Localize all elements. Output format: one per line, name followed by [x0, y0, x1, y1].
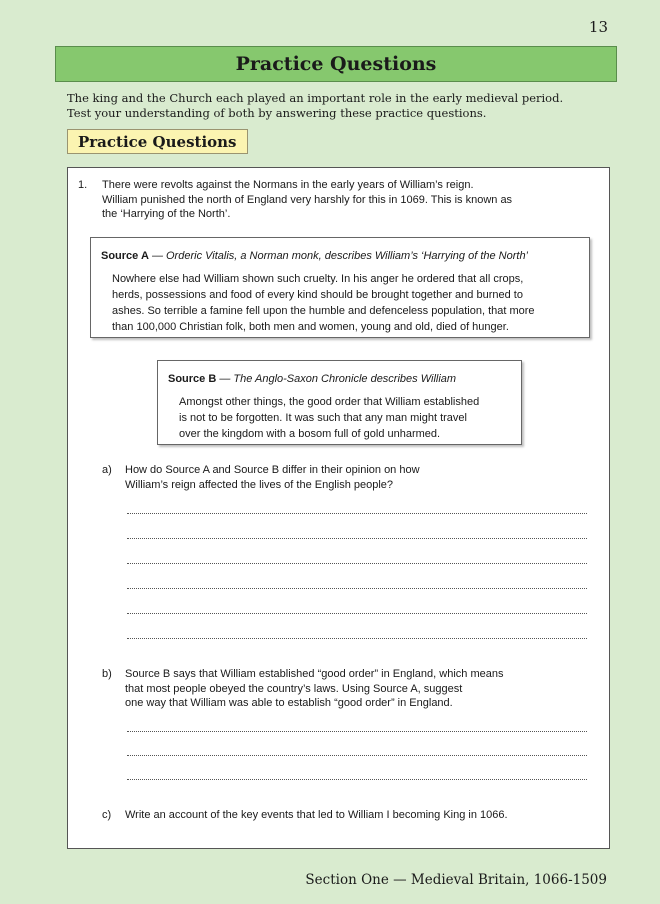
footer-section-title: Section One — Medieval Britain, 1066-1509 — [305, 872, 607, 888]
intro-line: Test your understanding of both by answering these practice questions. — [67, 106, 487, 120]
part-b-question — [125, 667, 575, 711]
section-tab: Practice Questions — [67, 129, 248, 154]
source-b-text — [179, 394, 509, 442]
part-c-question: Write an account of the key events that led to William I becoming King in 1066. — [125, 809, 508, 821]
source-a-line: than 100,000 Christian folk, both men and women, young and old, died of hunger. — [112, 321, 509, 333]
question-line: There were revolts against the Normans in the early years of William’s reign. — [102, 179, 474, 191]
answer-line[interactable] — [127, 612, 587, 614]
source-a-heading — [101, 249, 528, 264]
answer-line[interactable] — [127, 730, 587, 732]
source-a-line: Nowhere else had William shown such cruelty. In his anger he ordered that all crops, — [112, 273, 524, 285]
question-line: the ‘Harrying of the North’. — [102, 208, 231, 220]
source-b-line: is not to be forgotten. It was such that any man might travel — [179, 412, 467, 424]
source-b-heading — [168, 372, 456, 387]
part-a-line: How do Source A and Source B differ in their opinion on how — [125, 464, 420, 476]
source-b-line: Amongst other things, the good order that William established — [179, 396, 480, 408]
source-b-caption: — The Anglo-Saxon Chronicle describes William — [216, 373, 457, 385]
answer-line[interactable] — [127, 512, 587, 514]
source-b-box — [157, 360, 522, 445]
page-number: 13 — [588, 18, 608, 36]
page-title: Practice Questions — [55, 46, 617, 82]
question-line: William punished the north of England very harshly for this in 1069. This is known as — [102, 193, 513, 206]
part-b-line: that most people obeyed the country’s laws. Using Source A, suggest — [125, 682, 463, 695]
source-a-text — [112, 271, 582, 335]
intro-line: The king and the Church each played an important role in the early medieval period. — [67, 91, 564, 105]
question-number: 1. — [78, 179, 88, 191]
part-b-line: Source B says that William established “good order” in England, which means — [125, 668, 504, 680]
source-a-line: ashes. So terrible a famine fell upon the humble and defenceless population, that more — [112, 305, 535, 317]
source-a-label: Source A — [101, 250, 149, 262]
answer-line[interactable] — [127, 537, 587, 539]
source-b-label: Source B — [168, 373, 217, 385]
part-a-line: William’s reign affected the lives of the English people? — [125, 478, 394, 491]
part-a-label: a) — [102, 464, 112, 476]
answer-line[interactable] — [127, 637, 587, 639]
intro-text — [67, 91, 627, 121]
answer-line[interactable] — [127, 754, 587, 756]
source-a-caption: — Orderic Vitalis, a Norman monk, describes William’s ‘Harrying of the North’ — [148, 250, 529, 262]
answer-line[interactable] — [127, 562, 587, 564]
answer-line[interactable] — [127, 587, 587, 589]
source-a-line: herds, possessions and food of every kind should be brought together and burned to — [112, 289, 523, 301]
answer-line[interactable] — [127, 778, 587, 780]
part-a-question — [125, 463, 575, 492]
questions-panel — [67, 167, 610, 849]
source-a-box — [90, 237, 590, 338]
question-intro — [102, 178, 572, 222]
source-b-line: over the kingdom with a bosom full of gold unharmed. — [179, 428, 441, 440]
part-c-label: c) — [102, 809, 112, 821]
part-b-line: one way that William was able to establish “good order” in England. — [125, 697, 453, 709]
part-b-label: b) — [102, 668, 112, 680]
